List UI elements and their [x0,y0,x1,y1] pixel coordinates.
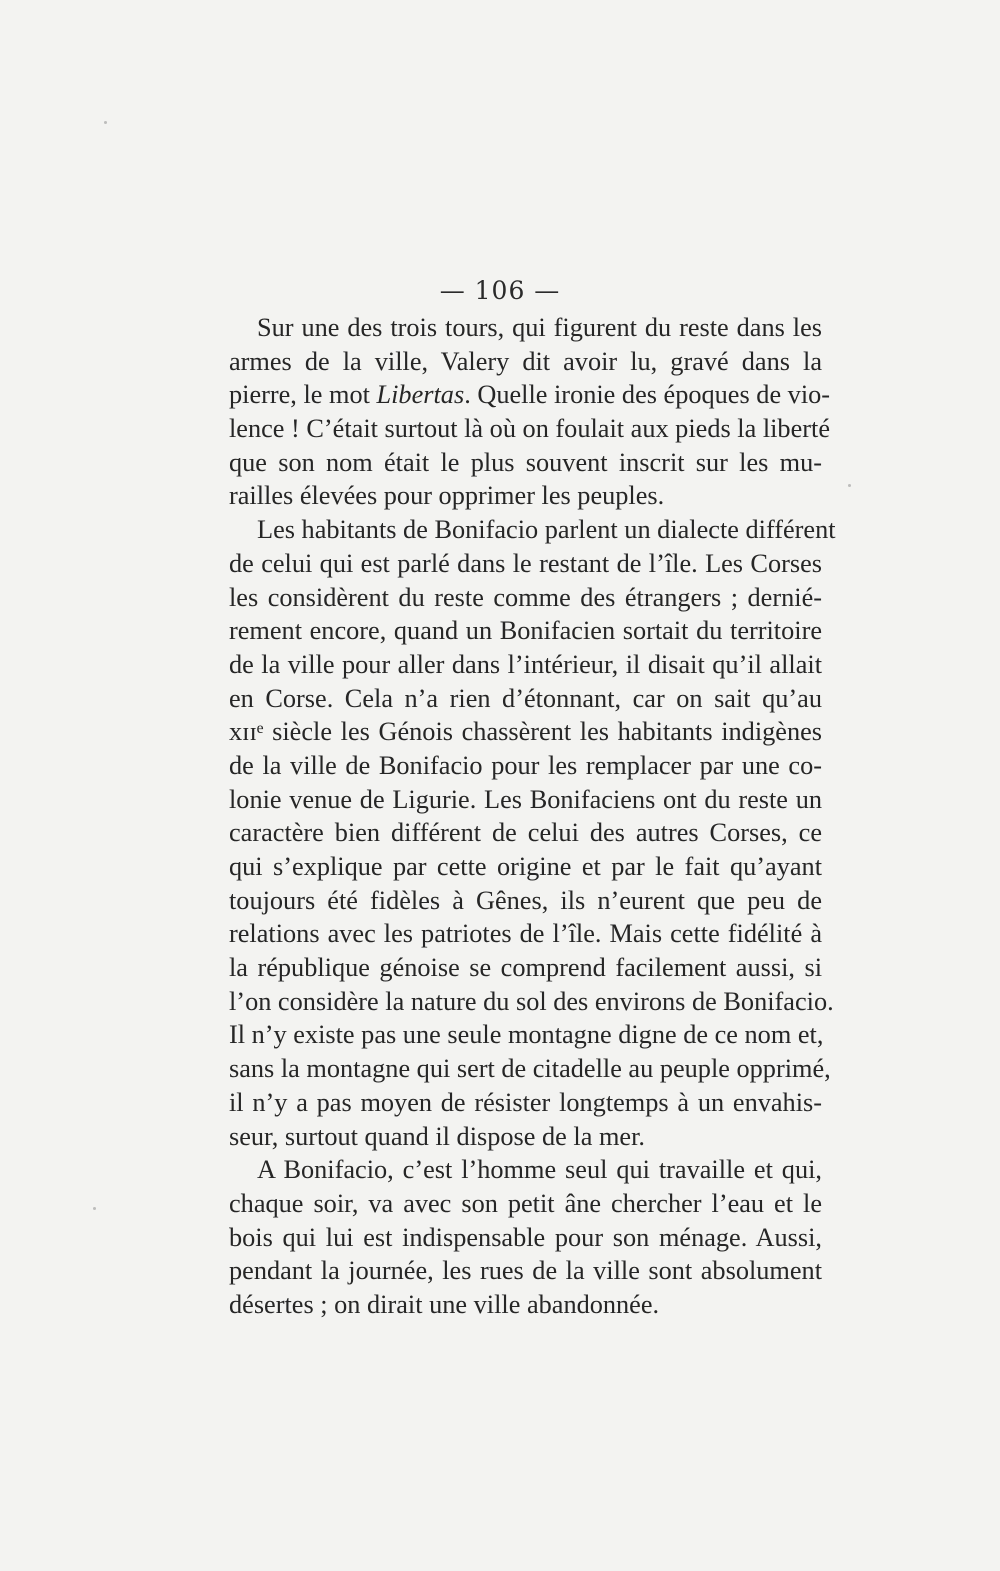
text-line: Sur une des trois tours, qui figurent du reste dans les [257,313,822,342]
paper-speck [104,121,107,124]
paper-speck [93,1207,96,1210]
paper-speck [848,484,851,487]
text-line: la république génoise se comprend facilement aussi, si [229,953,822,983]
text-line: il n’y a pas moyen de résister longtemps à un envahis- [229,1087,822,1117]
text-line: Les habitants de Bonifacio parlent un dialecte différent [257,515,836,545]
text-line: toujours été fidèles à Gênes, ils n’eurent que peu de [229,885,822,915]
text-line: A Bonifacio, c’est l’homme seul qui travaille et qui, [257,1155,822,1185]
italic-word: Libertas [376,380,465,410]
text-line: bois qui lui est indispensable pour son ménage. Aussi, [229,1222,822,1252]
text-line: qui s’explique par cette origine et par le fait qu’ayant [229,852,822,881]
text-line: relations avec les patriotes de l’île. Mais cette fidélité à [229,919,822,949]
page-number: — 106 — [439,276,561,305]
text-line: caractère bien différent de celui des autres Corses, ce [229,818,822,848]
text-line: chaque soir, va avec son petit âne chercher l’eau et le [229,1188,822,1218]
text-line: désertes ; on dirait une ville abandonnée. [229,1289,660,1319]
text-line: en Corse. Cela n’a rien d’étonnant, car on sait qu’au [229,683,822,713]
text-line: pierre, le mot Libertas. Quelle ironie des époques de vio- [229,380,831,410]
body-text [229,311,836,1322]
text-line: xɪɪᵉ siècle les Génois chassèrent les habitants indigènes [229,717,822,747]
text-line: pendant la journée, les rues de la ville sont absolument [229,1256,822,1286]
text-line: de celui qui est parlé dans le restant de l’île. Les Corses [229,548,822,578]
text-line: lonie venue de Ligurie. Les Bonifaciens ont du reste un [229,784,822,814]
text-line: rement encore, quand un Bonifacien sortait du territoire [229,616,822,646]
text-line: seur, surtout quand il dispose de la mer. [229,1121,645,1151]
text-line: armes de la ville, Valery dit avoir lu, gravé dans la [229,346,822,376]
text-line: de la ville de Bonifacio pour les remplacer par une co- [229,750,822,780]
text-line: sans la montagne qui sert de citadelle au peuple opprimé, [229,1054,831,1084]
text-line: de la ville pour aller dans l’intérieur, il disait qu’il allait [229,649,822,679]
text-line: l’on considère la nature du sol des environs de Bonifacio. [229,986,834,1016]
text-line: Il n’y existe pas une seule montagne digne de ce nom et, [229,1020,824,1050]
text-line: les considèrent du reste comme des étrangers ; dernié- [229,582,822,612]
text-line: lence ! C’était surtout là où on foulait aux pieds la liberté [229,414,830,444]
text-line: railles élevées pour opprimer les peuples. [229,481,665,511]
text-line: que son nom était le plus souvent inscrit sur les mu- [229,447,822,477]
